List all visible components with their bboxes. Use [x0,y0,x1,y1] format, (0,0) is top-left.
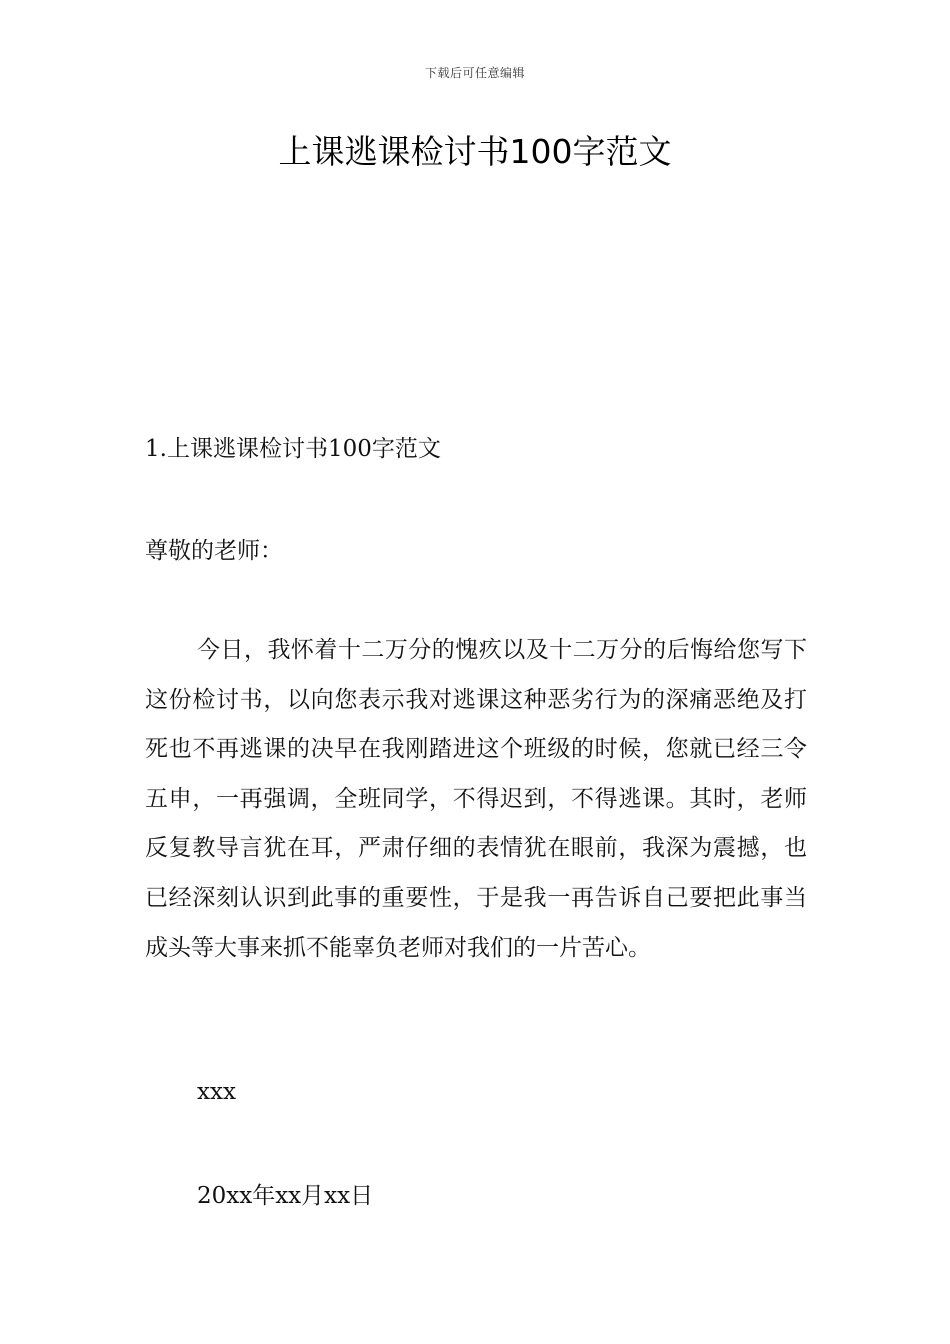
document-title: 上课逃课检讨书100字范文 [278,132,672,171]
date-line: 20xx年xx月xx日 [197,1183,374,1209]
header-note: 下载后可任意编辑 [424,66,525,80]
body-paragraph: 今日，我怀着十二万分的愧疚以及十二万分的后悔给您写下这份检讨书，以向您表示我对逃课这种恶劣行为的深痛恶绝及打死也不再逃课的决早在我刚踏进这个班级的时候，您就已经三令五申，一再强调，全班同学，不得迟到，不得逃课。其时，老师反复教导言犹在耳，严肃仔细的表情犹在眼前，我深为震撼，也已经深刻认识到此事的重要性，于是我一再告诉自己要把此事当成头等大事来抓不能辜负老师对我们的一片苦心。 [145,637,807,961]
salutation: 尊敬的老师： [145,538,283,564]
section-heading: 1.上课逃课检讨书100字范文 [145,436,441,462]
signature: xxx [197,1079,236,1105]
